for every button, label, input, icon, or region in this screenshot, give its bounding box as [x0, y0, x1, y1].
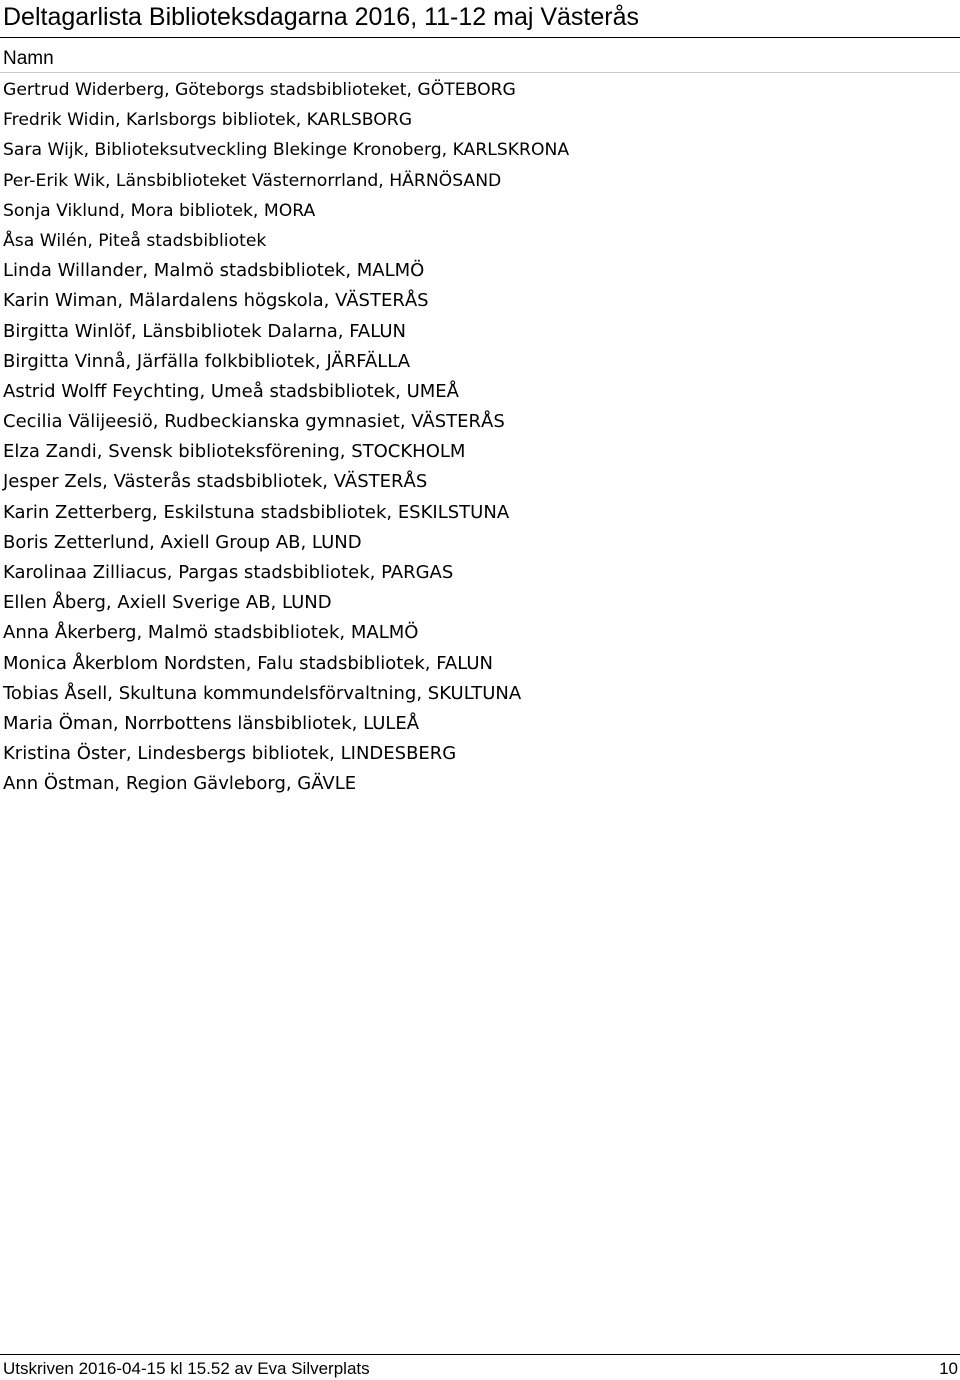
- footer-printed-by: Utskriven 2016-04-15 kl 15.52 av Eva Silverplats: [3, 1359, 370, 1378]
- participant-item: Åsa Wilén, Piteå stadsbibliotek: [3, 230, 267, 251]
- participant-item: Astrid Wolff Feychting, Umeå stadsbibliotek, UMEÅ: [3, 380, 459, 402]
- page-number: 10: [939, 1359, 958, 1378]
- column-header-namn: Namn: [3, 48, 54, 69]
- participant-item: Gertrud Widerberg, Göteborgs stadsbiblioteket, GÖTEBORG: [3, 80, 516, 100]
- participant-item: Tobias Åsell, Skultuna kommundelsförvaltning, SKULTUNA: [3, 682, 522, 704]
- participant-item: Ellen Åberg, Axiell Sverige AB, LUND: [3, 592, 332, 614]
- participant-item: Karolinaa Zilliacus, Pargas stadsbibliotek, PARGAS: [3, 562, 454, 583]
- participant-list: [3, 76, 569, 801]
- participant-item: Fredrik Widin, Karlsborgs bibliotek, KARLSBORG: [3, 110, 413, 131]
- participant-item: Birgitta Vinnå, Järfälla folkbibliotek, JÄRFÄLLA: [3, 350, 411, 372]
- title-divider: [0, 37, 960, 38]
- participant-item: Sonja Viklund, Mora bibliotek, MORA: [3, 200, 316, 221]
- participant-item: Monica Åkerblom Nordsten, Falu stadsbibliotek, FALUN: [3, 652, 493, 674]
- footer-divider: [0, 1354, 960, 1355]
- participant-item: Karin Zetterberg, Eskilstuna stadsbibliotek, ESKILSTUNA: [3, 501, 510, 523]
- participant-item: Maria Öman, Norrbottens länsbibliotek, LULEÅ: [3, 712, 420, 734]
- participant-item: Boris Zetterlund, Axiell Group AB, LUND: [3, 531, 362, 553]
- participant-item: Karin Wiman, Mälardalens högskola, VÄSTERÅS: [3, 290, 429, 312]
- participant-item: Linda Willander, Malmö stadsbibliotek, MALMÖ: [3, 260, 425, 282]
- participant-item: Jesper Zels, Västerås stadsbibliotek, VÄSTERÅS: [3, 471, 428, 493]
- participant-item: Anna Åkerberg, Malmö stadsbibliotek, MALMÖ: [3, 622, 419, 644]
- page-title: Deltagarlista Biblioteksdagarna 2016, 11-12 maj Västerås: [3, 3, 640, 31]
- participant-item: Sara Wijk, Biblioteksutveckling Blekinge Kronoberg, KARLSKRONA: [3, 140, 570, 161]
- participant-item: Cecilia Välijeesiö, Rudbeckianska gymnasiet, VÄSTERÅS: [3, 411, 505, 433]
- column-header-divider: [0, 72, 960, 73]
- participant-item: Kristina Öster, Lindesbergs bibliotek, LINDESBERG: [3, 743, 457, 765]
- participant-item: Elza Zandi, Svensk biblioteksförening, STOCKHOLM: [3, 441, 466, 463]
- participant-item: Ann Östman, Region Gävleborg, GÄVLE: [3, 773, 357, 795]
- participant-item: Birgitta Winlöf, Länsbibliotek Dalarna, FALUN: [3, 320, 406, 342]
- participant-item: Per-Erik Wik, Länsbiblioteket Västernorrland, HÄRNÖSAND: [3, 170, 502, 191]
